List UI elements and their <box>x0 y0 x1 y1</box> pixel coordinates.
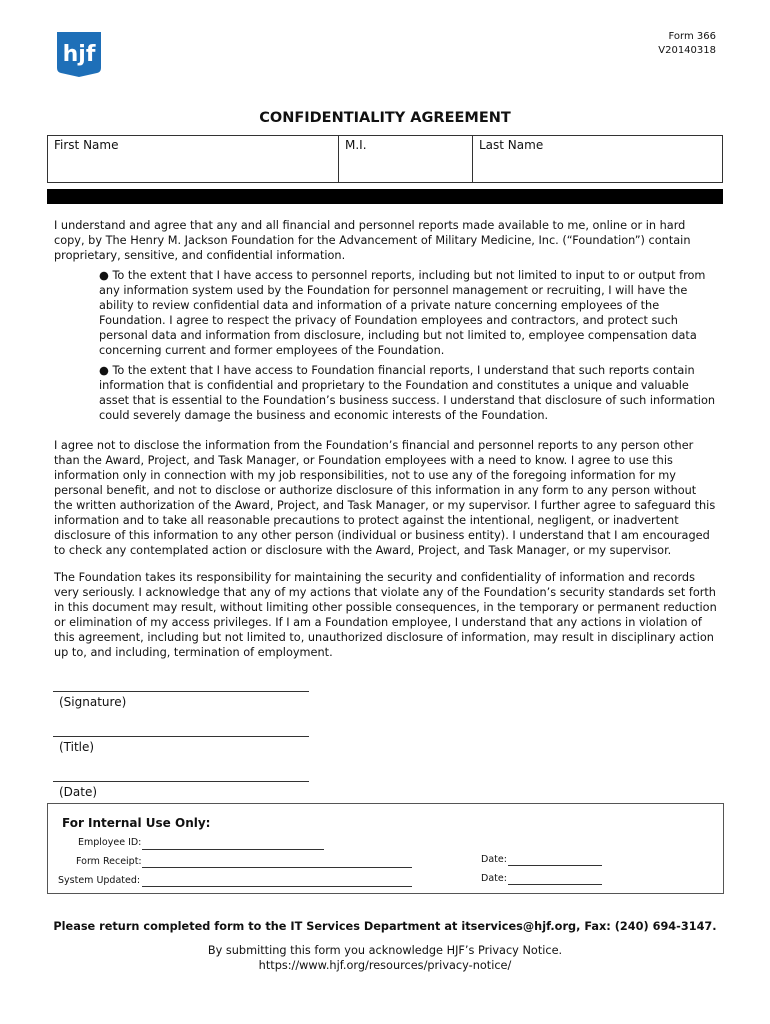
privacy-url[interactable]: https://www.hjf.org/resources/privacy-notice/ <box>258 959 512 972</box>
hjf-logo <box>53 28 105 78</box>
bullet-personnel-reports: ● To the extent that I have access to personnel reports, including but not limited to input to or output from any information system used by the Foundation for personnel management or recruiting, I will have the ability to review confidential data and information of a private nature concerning employees of the Foundation. I agree to respect the privacy of Foundation employees and contractors, and protect such personal data and information from disclosure, including but not limited to, employee compensation data concerning current and former employees of the Foundation. <box>99 269 706 357</box>
nondisclosure-paragraph: I agree not to disclose the information from the Foundation’s financial and personnel reports to any person other than the Award, Project, and Task Manager, or Foundation employees with a need to know. I agree to use this information only in connection with my job responsibilities, not to use any of the foregoing information for my personal benefit, and not to disclose or authorize disclosure of this information in any form to any person without the written authorization of the Award, Project, and Task Manager, or my supervisor. I further agree to safeguard this information and to take all reasonable precautions to protect against the intentional, negligent, or inadvertent disclosure of this information to any other person (individual or business entity). I understand that I am encouraged to check any contemplated action or disclosure with the Award, Project, and Task Manager, or my supervisor. <box>54 439 716 557</box>
bullet-financial-reports: ● To the extent that I have access to Foundation financial reports, I understand that such reports contain information that is confidential and proprietary to the Foundation and constitutes a unique and valuable asset that is essential to the Foundation’s business success. I understand that disclosure of such information could severely damage the business and economic interests of the Foundation. <box>99 364 716 422</box>
internal-use-heading: For Internal Use Only: <box>62 816 211 830</box>
form-number: Form 366 <box>668 31 716 42</box>
employee-id-label: Employee ID: <box>78 837 142 848</box>
privacy-notice: By submitting this form you acknowledge HJF’s Privacy Notice. <box>207 944 563 957</box>
middle-initial-field[interactable] <box>339 136 473 183</box>
form-receipt-label: Form Receipt: <box>76 856 142 867</box>
section-divider-bar <box>47 189 723 204</box>
form-number-block <box>658 30 716 58</box>
last-name-label: Last Name <box>479 138 544 152</box>
return-instructions: Please return completed form to the IT Services Department at itservices@hjf.org, Fax: (240) 694-3147. <box>53 920 717 933</box>
form-receipt-input[interactable] <box>142 867 412 868</box>
intro-paragraph: I understand and agree that any and all financial and personnel reports made available to me, online or in hard copy, by The Henry M. Jackson Foundation for the Advancement of Military Medicine, Inc. (“Foundation”) contain proprietary, sensitive, and confidential information. <box>54 219 691 262</box>
system-updated-label: System Updated: <box>58 875 141 886</box>
system-date-label: Date: <box>481 873 507 884</box>
signature-line[interactable] <box>53 691 309 692</box>
system-date-input[interactable] <box>508 884 602 885</box>
title-line[interactable] <box>53 736 309 737</box>
name-fields-table <box>47 135 723 183</box>
date-line[interactable] <box>53 781 309 782</box>
employee-id-input[interactable] <box>142 849 324 850</box>
title-label: (Title) <box>59 740 95 754</box>
signature-label: (Signature) <box>59 695 127 709</box>
first-name-field[interactable] <box>48 136 339 183</box>
form-version: V20140318 <box>658 45 716 56</box>
date-label: (Date) <box>59 785 98 799</box>
internal-use-box <box>47 803 724 894</box>
receipt-date-label: Date: <box>481 854 507 865</box>
last-name-field[interactable] <box>473 136 723 183</box>
first-name-label: First Name <box>54 138 119 152</box>
middle-initial-label: M.I. <box>345 138 367 152</box>
page-title: CONFIDENTIALITY AGREEMENT <box>259 110 511 126</box>
logo-text: hjf <box>62 42 96 67</box>
responsibility-paragraph: The Foundation takes its responsibility for maintaining the security and confidentiality of information and records very seriously. I acknowledge that any of my actions that violate any of the Foundation’s security standards set forth in this document may result, without limiting other possible consequences, in the temporary or permanent reduction or elimination of my access privileges. If I am a Foundation employee, I understand that any actions in violation of this agreement, including but not limited to, unauthorized disclosure of information, may result in disciplinary action up to, and including, termination of employment. <box>54 571 717 659</box>
receipt-date-input[interactable] <box>508 865 602 866</box>
system-updated-input[interactable] <box>142 886 412 887</box>
